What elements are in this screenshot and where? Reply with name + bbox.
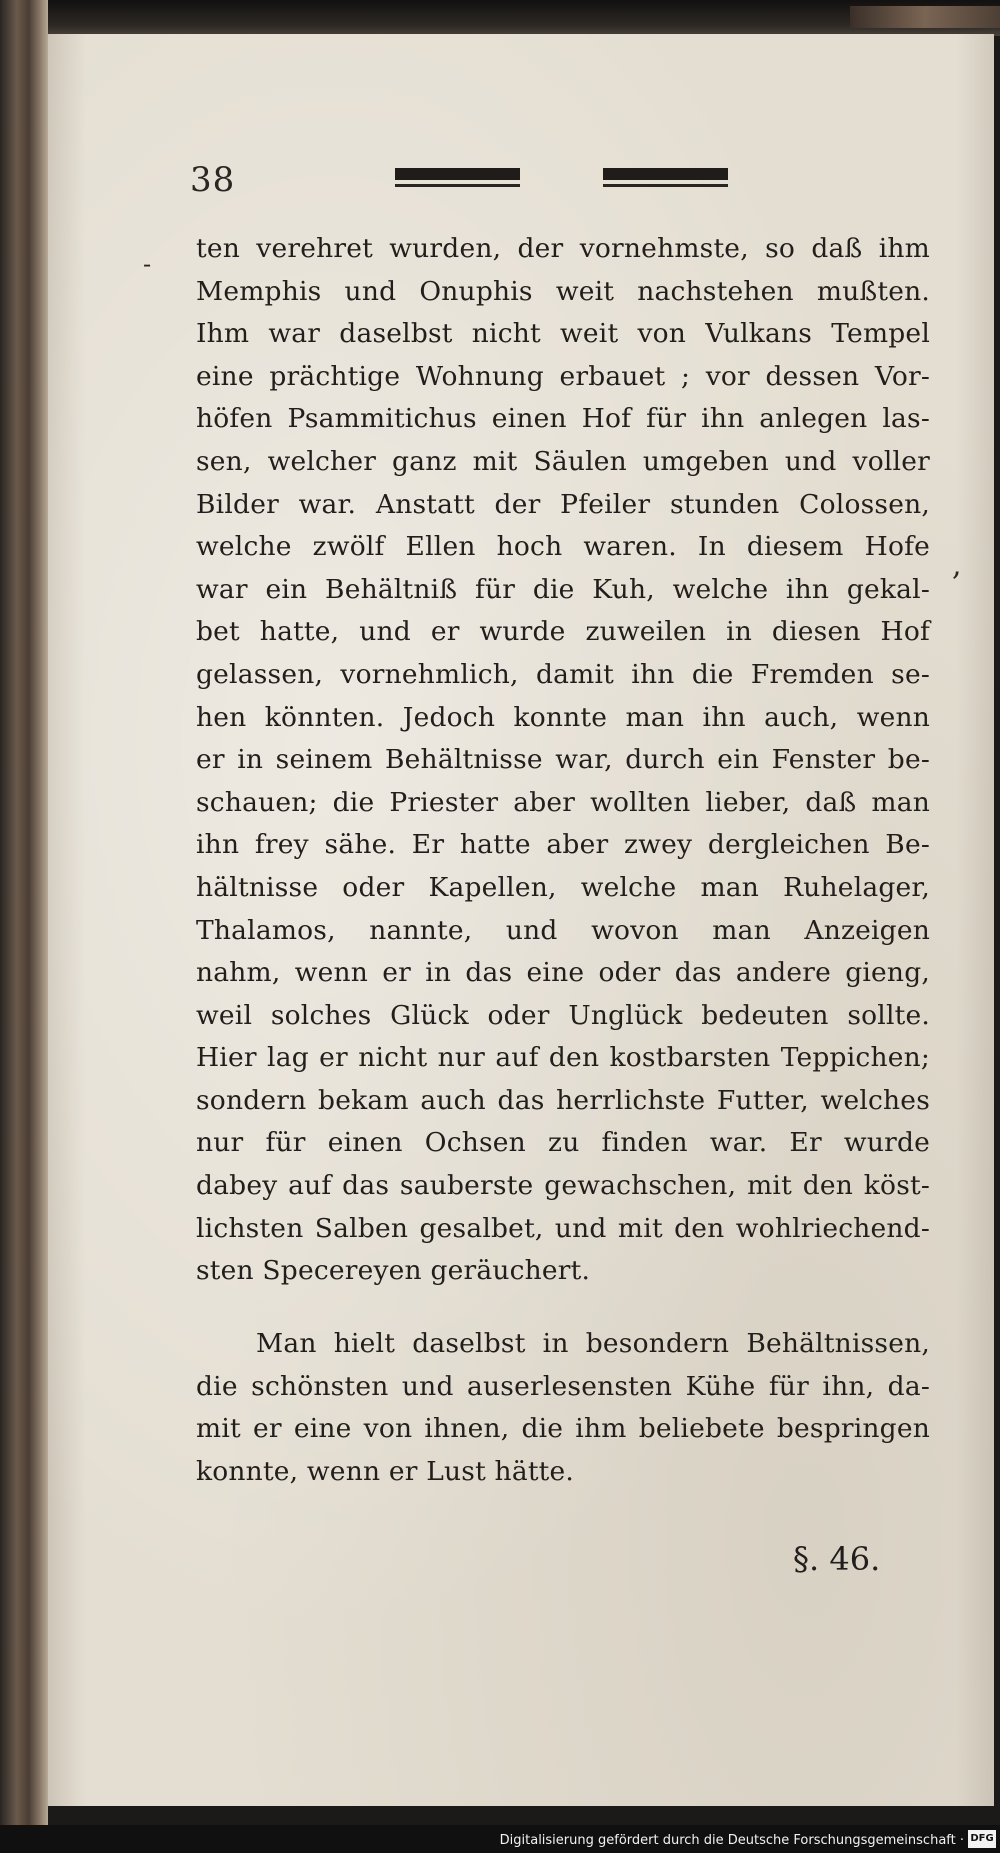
text-line: konnte, wenn er Lust hätte. bbox=[196, 1455, 575, 1487]
funding-credit: Digitalisierung gefördert durch die Deutsche Forschungsgemeinschaft · bbox=[499, 1833, 964, 1848]
text-line: höfen Psammitichus einen Hof für ihn anlegen las- bbox=[196, 403, 930, 435]
margin-mark-comma: , bbox=[952, 548, 962, 583]
paragraph-1 bbox=[196, 228, 930, 1293]
text-line: gelassen, vornehmlich, damit ihn die Fremden se- bbox=[196, 658, 930, 690]
text-line: eine prächtige Wohnung erbauet ; vor dessen Vor- bbox=[196, 360, 930, 392]
dfg-logo: DFG bbox=[968, 1830, 996, 1848]
text-line: dabey auf das sauberste gewachschen, mit den köst- bbox=[196, 1170, 930, 1202]
text-line: mit er eine von ihnen, die ihm beliebete bespringen bbox=[196, 1413, 930, 1445]
text-line: sen, welcher ganz mit Säulen umgeben und voller bbox=[196, 445, 930, 477]
header-rule-right bbox=[603, 168, 728, 190]
text-line: sten Specereyen geräuchert. bbox=[196, 1255, 591, 1287]
page-number: 38 bbox=[190, 160, 236, 200]
text-line: lichsten Salben gesalbet, und mit den wohlriechend- bbox=[196, 1212, 930, 1244]
header-rule-left bbox=[395, 168, 520, 190]
text-line: Ihm war daselbst nicht weit von Vulkans Tempel bbox=[196, 318, 930, 350]
text-line: schauen; die Priester aber wollten lieber, daß man bbox=[196, 786, 930, 818]
text-line: Man hielt daselbst in besondern Behältnissen, bbox=[256, 1328, 930, 1359]
margin-mark-dot: - bbox=[143, 250, 152, 278]
text-line: war ein Behältniß für die Kuh, welche ihn gekal- bbox=[196, 573, 930, 605]
book-left-edge bbox=[0, 0, 48, 1825]
text-line: welche zwölf Ellen hoch waren. In diesem Hofe bbox=[196, 531, 930, 563]
text-line: die schönsten und auserlesensten Kühe für ihn, da- bbox=[196, 1370, 930, 1402]
text-line: nahm, wenn er in das eine oder das andere gieng, bbox=[196, 957, 930, 989]
catchword: §. 46. bbox=[793, 1540, 881, 1578]
text-line: ten verehret wurden, der vornehmste, so daß ihm bbox=[196, 233, 930, 264]
text-line: er in seinem Behältnisse war, durch ein Fenster be- bbox=[196, 744, 930, 776]
text-line: Memphis und Onuphis weit nachstehen mußten. bbox=[196, 275, 930, 307]
text-line: bet hatte, und er wurde zuweilen in diesen Hof bbox=[196, 616, 930, 648]
text-line: hältnisse oder Kapellen, welche man Ruhelager, bbox=[196, 871, 930, 903]
text-line: hen könnten. Jedoch konnte man ihn auch, wenn bbox=[196, 701, 930, 733]
book-spine-label bbox=[850, 6, 1000, 28]
text-line: weil solches Glück oder Unglück bedeuten sollte. bbox=[196, 999, 930, 1031]
text-line: Hier lag er nicht nur auf den kostbarsten Teppichen; bbox=[196, 1042, 930, 1074]
text-line: sondern bekam auch das herrlichste Futter, welches bbox=[196, 1084, 930, 1116]
text-line: nur für einen Ochsen zu finden war. Er wurde bbox=[196, 1127, 930, 1159]
text-line: Bilder war. Anstatt der Pfeiler stunden Colossen, bbox=[196, 488, 930, 520]
paragraph-2 bbox=[196, 1323, 930, 1493]
text-line: Thalamos, nannte, und wovon man Anzeigen bbox=[196, 914, 930, 946]
text-line: ihn frey sähe. Er hatte aber zwey dergleichen Be- bbox=[196, 829, 930, 861]
